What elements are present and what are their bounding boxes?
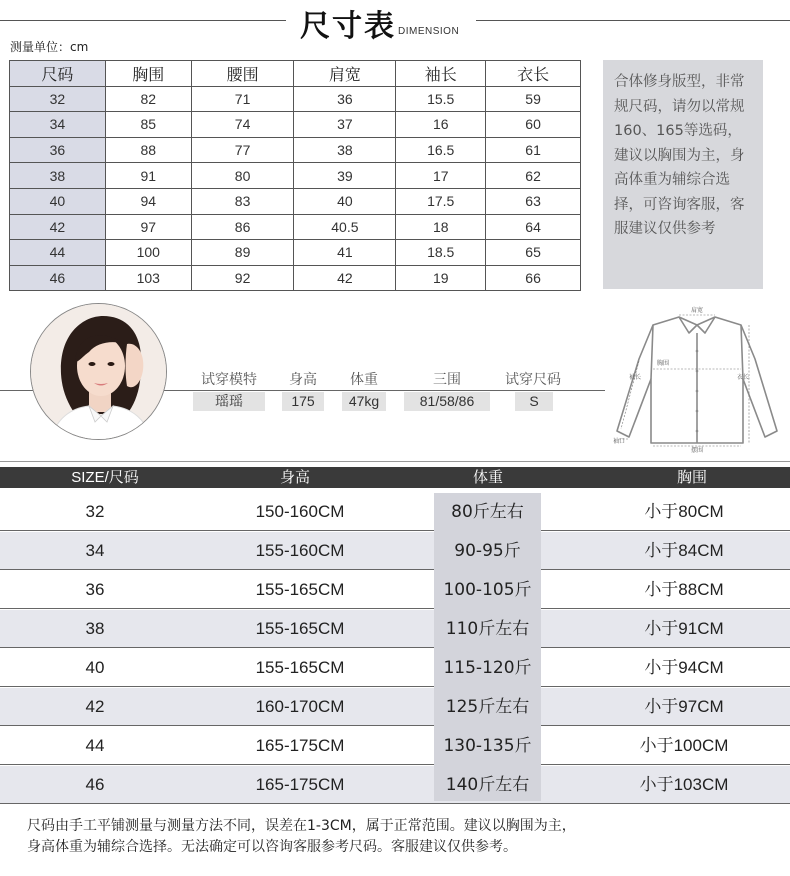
section-divider [0, 461, 790, 462]
table-cell: 74 [191, 112, 294, 138]
table-cell: 42 [10, 214, 106, 240]
table-cell: 59 [486, 86, 581, 112]
table-cell: 64 [486, 214, 581, 240]
guide-cell-height: 155-165CM [255, 658, 345, 677]
size-guide-header [0, 467, 790, 488]
table-cell: 80 [191, 163, 294, 189]
table-cell: 40 [294, 188, 396, 214]
table-row [10, 265, 581, 291]
table-row [0, 766, 790, 804]
table-cell: 46 [10, 265, 106, 291]
table-cell: 17 [396, 163, 486, 189]
guide-cell-size: 42 [85, 697, 105, 716]
guide-cell-size: 36 [85, 580, 105, 599]
table-row [0, 649, 790, 687]
guide-cell-height: 155-160CM [255, 541, 345, 560]
table-cell: 44 [10, 240, 106, 266]
table-cell: 83 [191, 188, 294, 214]
table-row [0, 571, 790, 609]
table-cell: 16 [396, 112, 486, 138]
shirt-diagram [609, 303, 785, 453]
table-row [10, 112, 581, 138]
guide-cell-chest: 小于91CM [644, 619, 724, 638]
table-cell: 65 [486, 240, 581, 266]
model-label: 试穿尺码 [505, 372, 561, 388]
guide-cell-weight: 115-120斤 [443, 658, 532, 678]
model-avatar [30, 303, 167, 440]
table-cell: 19 [396, 265, 486, 291]
footer-line: 尺码由手工平铺测量与测量方法不同，误差在1-3CM，属于正常范围。建议以胸围为主， [27, 818, 576, 834]
model-value: 瑶瑶 [193, 392, 265, 411]
model-label: 体重 [350, 372, 378, 388]
shirt-label-cuff: 袖口 [613, 438, 626, 445]
model-col-name [193, 370, 265, 411]
page-subtitle: DIMENSION [398, 26, 460, 37]
model-value: 81/58/86 [404, 392, 490, 411]
guide-cell-weight: 90-95斤 [454, 541, 521, 561]
model-col-measurements [404, 370, 490, 411]
table-cell: 17.5 [396, 188, 486, 214]
guide-cell-chest: 小于100CM [639, 736, 729, 755]
footer-note [27, 816, 777, 858]
table-cell: 18.5 [396, 240, 486, 266]
table-row [10, 86, 581, 112]
header-cell: 胸围 [105, 61, 191, 87]
table-cell: 41 [294, 240, 396, 266]
table-row [0, 688, 790, 726]
table-cell: 18 [396, 214, 486, 240]
guide-cell-size: 32 [85, 502, 105, 521]
guide-cell-height: 160-170CM [255, 697, 345, 716]
table-cell: 32 [10, 86, 106, 112]
footer-line: 身高体重为辅综合选择。无法确定可以咨询客服参考尺码。客服建议仅供参考。 [27, 839, 517, 855]
table-cell: 36 [294, 86, 396, 112]
table-cell: 94 [105, 188, 191, 214]
table-cell: 91 [105, 163, 191, 189]
table-cell: 42 [294, 265, 396, 291]
guide-cell-chest: 小于97CM [644, 697, 724, 716]
table-cell: 92 [191, 265, 294, 291]
table-cell: 61 [486, 137, 581, 163]
unit-label: 测量单位：cm [10, 40, 89, 54]
guide-cell-chest: 小于88CM [644, 580, 724, 599]
table-cell: 38 [294, 137, 396, 163]
header-rule-right [476, 20, 790, 21]
guide-cell-height: 165-175CM [255, 775, 345, 794]
table-cell: 103 [105, 265, 191, 291]
guide-cell-size: 38 [85, 619, 105, 638]
table-cell: 63 [486, 188, 581, 214]
table-cell: 40 [10, 188, 106, 214]
guide-cell-weight: 125斤左右 [445, 697, 530, 717]
table-cell: 15.5 [396, 86, 486, 112]
table-cell: 16.5 [396, 137, 486, 163]
table-cell: 71 [191, 86, 294, 112]
table-cell: 40.5 [294, 214, 396, 240]
shirt-label-shoulder: 肩宽 [691, 307, 704, 314]
guide-cell-height: 165-175CM [255, 736, 345, 755]
model-label: 三围 [433, 372, 461, 388]
table-cell: 77 [191, 137, 294, 163]
guide-header-cell: 体重 [472, 469, 503, 486]
fit-note: 合体修身版型，非常规尺码，请勿以常规160、165等选码，建议以胸围为主，身高体重为辅综合选择，可咨询客服，客服建议仅供参考 [603, 60, 763, 289]
model-col-size [499, 370, 567, 411]
table-row [10, 188, 581, 214]
table-cell: 34 [10, 112, 106, 138]
table-row [0, 727, 790, 765]
model-label: 试穿模特 [201, 372, 257, 388]
guide-cell-chest: 小于103CM [639, 775, 729, 794]
guide-cell-height: 150-160CM [255, 502, 345, 521]
table-cell: 37 [294, 112, 396, 138]
table-row [10, 214, 581, 240]
guide-cell-chest: 小于80CM [644, 502, 724, 521]
guide-cell-weight: 80斤左右 [451, 502, 524, 522]
guide-cell-size: 40 [85, 658, 105, 677]
table-cell: 39 [294, 163, 396, 189]
table-row [10, 240, 581, 266]
table-row [0, 610, 790, 648]
page-title: 尺寸表 [300, 9, 396, 44]
guide-cell-size: 34 [85, 541, 105, 560]
shirt-label-chest: 胸围 [657, 360, 670, 367]
header-cell: 衣长 [486, 61, 581, 87]
size-table [9, 60, 581, 291]
table-row [10, 163, 581, 189]
table-cell: 62 [486, 163, 581, 189]
guide-cell-weight: 130-135斤 [443, 736, 532, 756]
table-cell: 100 [105, 240, 191, 266]
table-cell: 38 [10, 163, 106, 189]
table-cell: 60 [486, 112, 581, 138]
guide-header-cell: 身高 [279, 469, 310, 486]
guide-header-cell: SIZE/尺码 [71, 469, 139, 486]
table-cell: 82 [105, 86, 191, 112]
header-cell: 肩宽 [294, 61, 396, 87]
table-cell: 86 [191, 214, 294, 240]
table-cell: 97 [105, 214, 191, 240]
shirt-label-length: 衣长 [737, 374, 750, 381]
guide-cell-weight: 140斤左右 [445, 775, 530, 795]
table-cell: 36 [10, 137, 106, 163]
weight-column-highlight [434, 493, 541, 801]
table-row [0, 532, 790, 570]
model-col-weight [342, 370, 386, 411]
model-value: S [515, 392, 553, 411]
guide-cell-chest: 小于84CM [644, 541, 724, 560]
model-value: 175 [282, 392, 324, 411]
shirt-label-hem: 摆围 [691, 447, 704, 453]
guide-cell-height: 155-165CM [255, 619, 345, 638]
model-value: 47kg [342, 392, 386, 411]
guide-cell-height: 155-165CM [255, 580, 345, 599]
guide-cell-weight: 100-105斤 [443, 580, 532, 600]
model-portrait-icon [31, 304, 167, 440]
header-rule-left [0, 20, 286, 21]
header-cell: 尺码 [10, 61, 106, 87]
table-cell: 88 [105, 137, 191, 163]
model-label: 身高 [289, 372, 317, 388]
table-cell: 85 [105, 112, 191, 138]
table-cell: 89 [191, 240, 294, 266]
header-cell: 袖长 [396, 61, 486, 87]
shirt-label-sleeve: 袖长 [629, 374, 642, 381]
header-cell: 腰围 [191, 61, 294, 87]
guide-cell-size: 46 [85, 775, 105, 794]
guide-header-cell: 胸围 [676, 469, 707, 486]
model-col-height [282, 370, 324, 411]
guide-cell-weight: 110斤左右 [445, 619, 530, 639]
guide-cell-chest: 小于94CM [644, 658, 724, 677]
table-row [10, 137, 581, 163]
guide-cell-size: 44 [85, 736, 105, 755]
table-row [0, 493, 790, 531]
table-cell: 66 [486, 265, 581, 291]
size-table-header [10, 61, 581, 87]
